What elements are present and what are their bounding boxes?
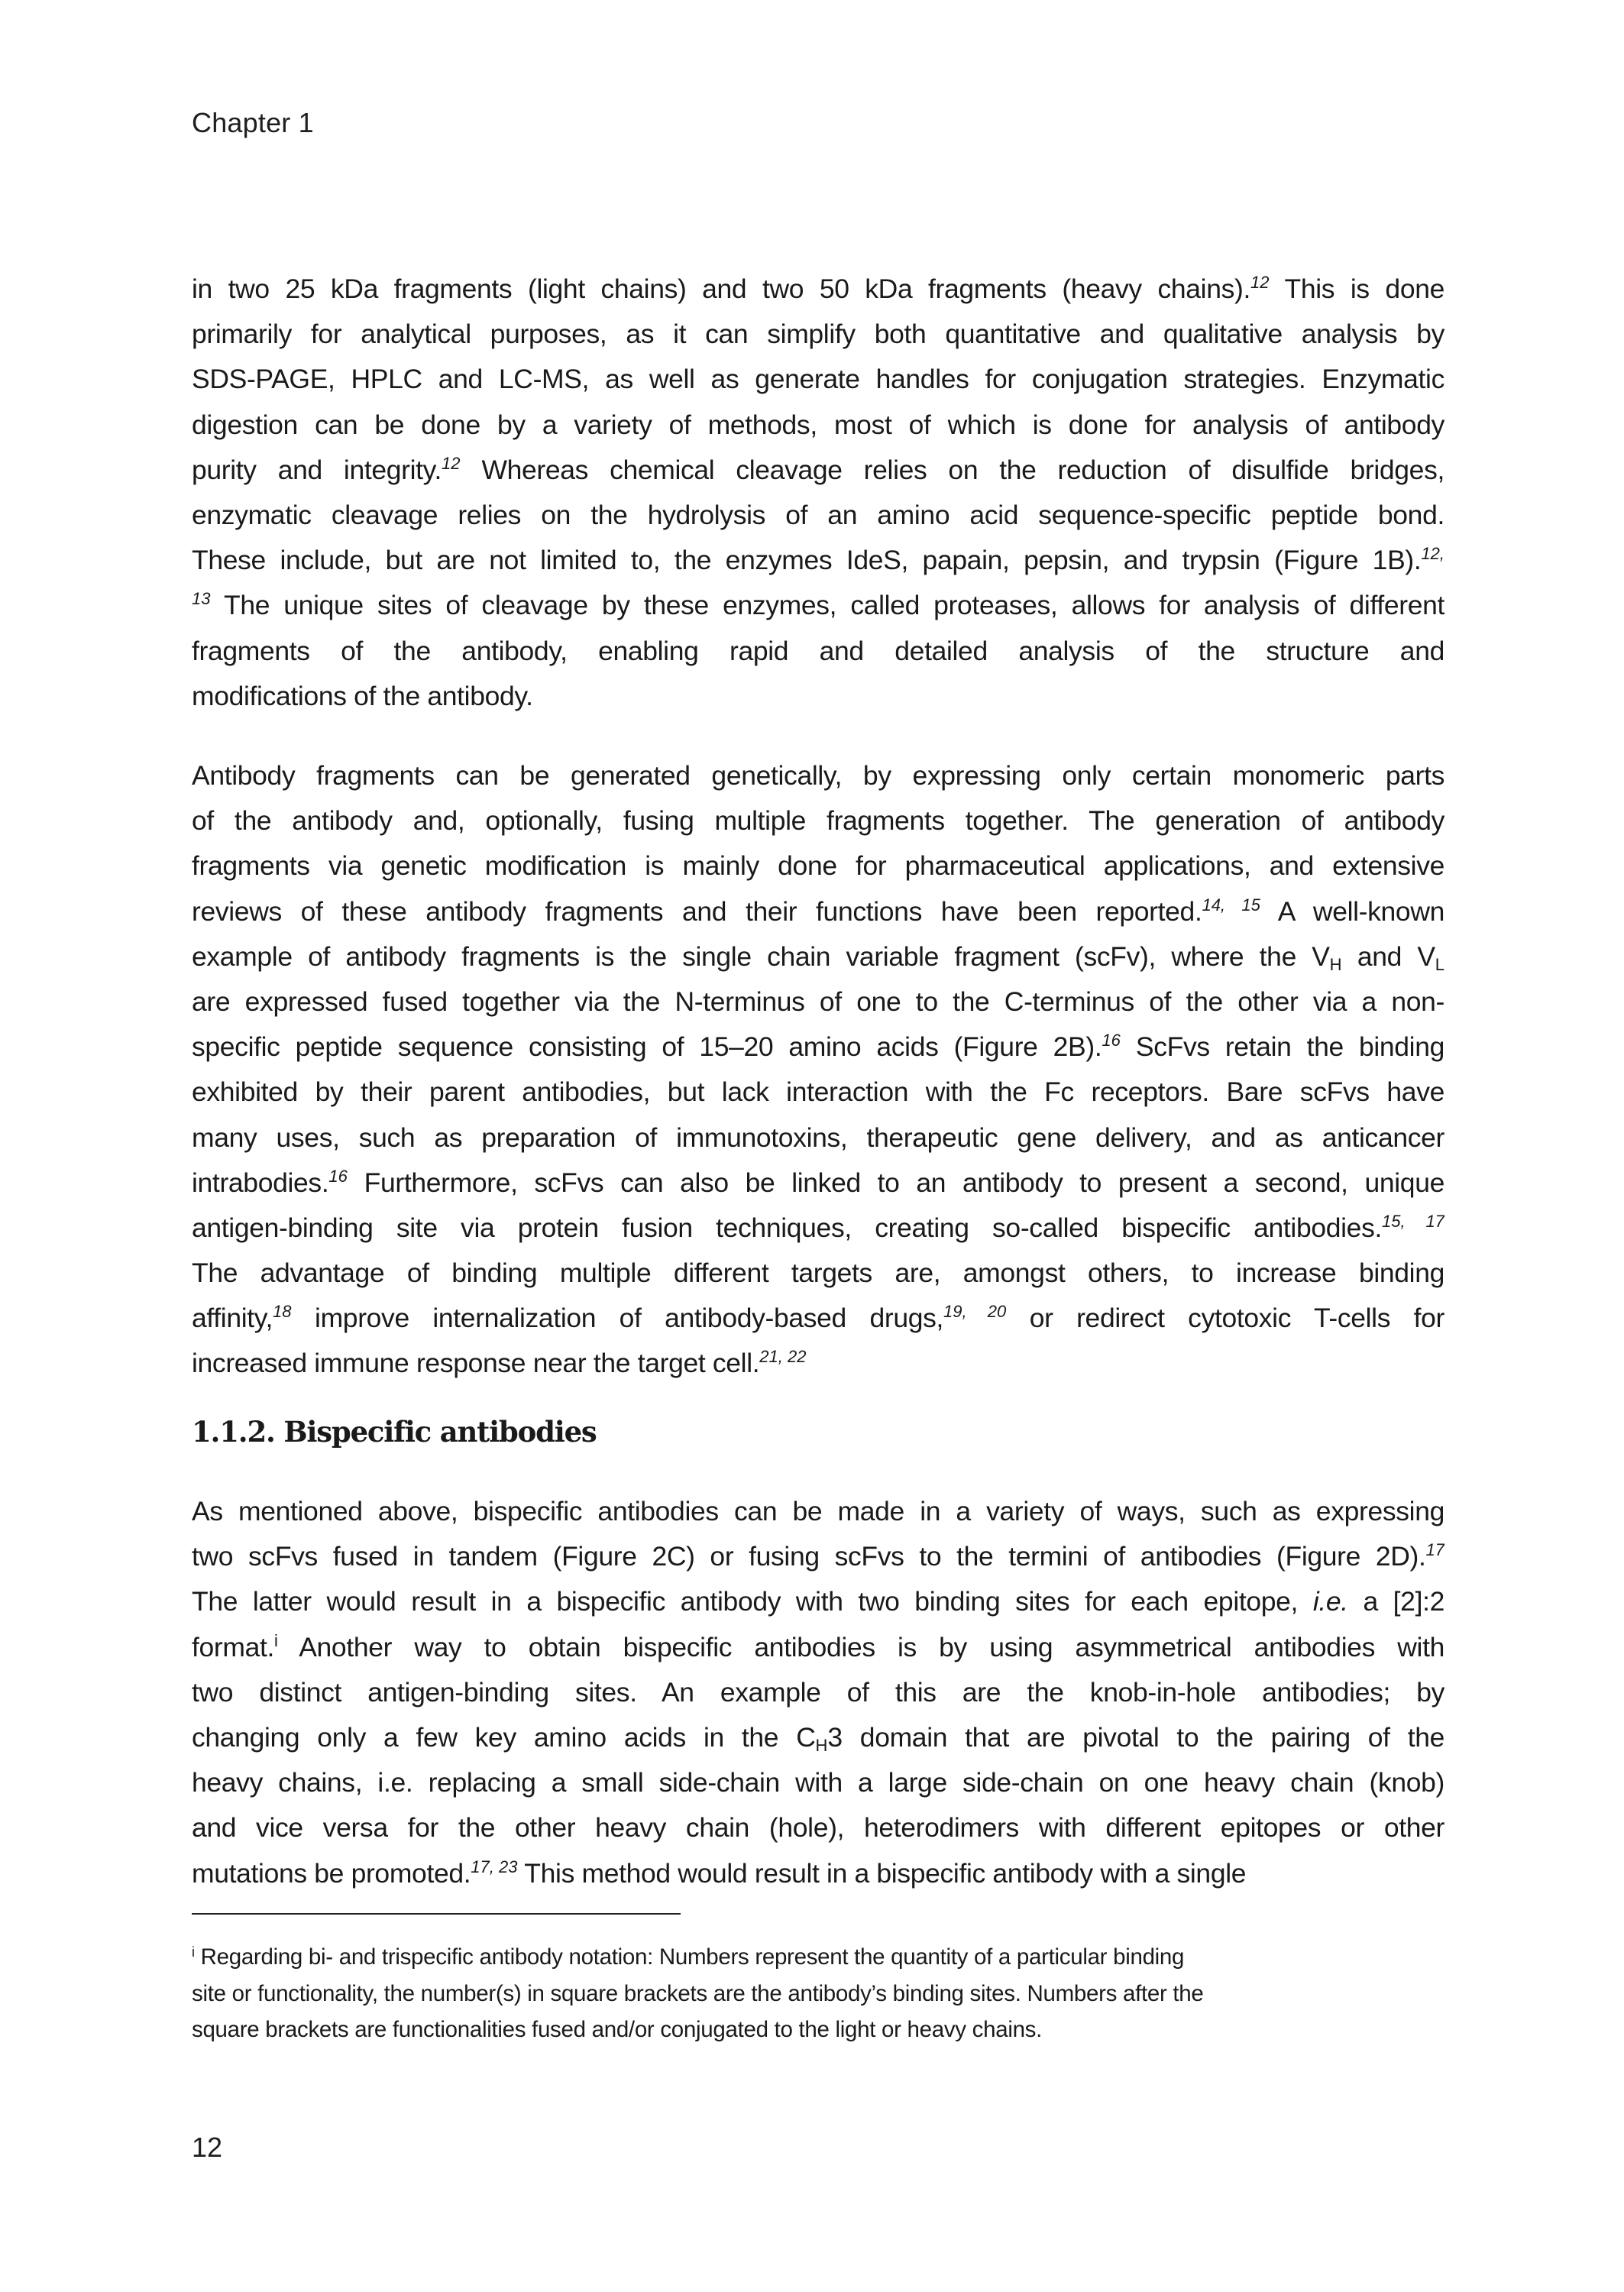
text-run: Antibody fragments can be generated genetically, by expressing only certain monomeric parts (192, 760, 1444, 791)
text-run: a [2]:2 (1347, 1586, 1444, 1617)
subscript: L (1435, 954, 1444, 974)
text-run: improve internalization of antibody-based drugs, (291, 1303, 944, 1334)
text-line (192, 312, 1444, 357)
text-run: exhibited by their parent antibodies, but lack interaction with the Fc receptors. Bare scFvs have (192, 1076, 1444, 1108)
text-line (192, 1070, 1444, 1115)
text-run: digestion can be done by a variety of methods, most of which is done for analysis of antibody (192, 409, 1444, 440)
text-run: affinity, (192, 1303, 273, 1334)
text-run: reviews of these antibody fragments and their functions have been reported. (192, 895, 1202, 927)
paragraph-3 (192, 1489, 1444, 1896)
text-line (192, 1206, 1444, 1251)
footnote-line: square brackets are functionalities fused and/or conjugated to the light or heavy chains. (192, 2017, 1043, 2042)
text-line (192, 798, 1444, 843)
text-run: The advantage of binding multiple different targets are, amongst others, to increase binding (192, 1258, 1444, 1289)
text-line (192, 674, 1444, 719)
text-line (192, 403, 1444, 448)
footnote-marker: i (192, 1944, 195, 1960)
text-line (192, 1534, 1444, 1579)
subscript: H (815, 1735, 828, 1755)
text-line (192, 889, 1444, 934)
text-line (192, 1251, 1444, 1296)
citation-ref: 17, 23 (471, 1857, 518, 1876)
text-run: example of antibody fragments is the single chain variable fragment (scFv), where the V (192, 940, 1330, 972)
text-run: changing only a few key amino acids in the C (192, 1721, 816, 1753)
text-run: As mentioned above, bispecific antibodies can be made in a variety of ways, such as expressing (192, 1496, 1444, 1526)
text-run: A well-known (1260, 895, 1444, 927)
text-run: This method would result in a bispecific antibody with a single (517, 1857, 1247, 1889)
citation-ref: 16 (1102, 1031, 1121, 1050)
paragraph-2 (192, 753, 1444, 1387)
text-line (192, 448, 1444, 493)
text-run: purity and integrity. (192, 454, 442, 485)
text-run: mutations be promoted. (192, 1857, 471, 1889)
text-run: and V (1341, 940, 1435, 972)
page-number: 12 (192, 2132, 223, 2163)
text-line (192, 1579, 1444, 1624)
text-run: primarily for analytical purposes, as it can simplify both quantitative and qualitative analysis by (192, 319, 1444, 350)
text-run: or redirect cytotoxic T-cells for (1006, 1303, 1444, 1334)
text-run: modifications of the antibody. (192, 680, 533, 711)
text-run: These include, but are not limited to, the enzymes IdeS, papain, pepsin, and trypsin (Figure 1B). (192, 545, 1422, 576)
text-run: format. (192, 1631, 275, 1662)
text-run: This is done (1269, 274, 1444, 304)
text-run: two scFvs fused in tandem (Figure 2C) or fusing scFvs to the termini of antibodies (Figure 2D). (192, 1541, 1426, 1572)
citation-ref: 21, 22 (759, 1347, 807, 1367)
footnote-divider (192, 1913, 681, 1915)
text-line (192, 538, 1444, 583)
footnote-line: site or functionality, the number(s) in square brackets are the antibody’s binding sites. Numbers after the (192, 1980, 1204, 2006)
text-line (192, 629, 1444, 674)
text-run: Another way to obtain bispecific antibodies is by using asymmetrical antibodies with (277, 1631, 1444, 1662)
text-run: and vice versa for the other heavy chain (hole), heterodimers with different epitopes or other (192, 1812, 1444, 1844)
citation-ref: 17 (1425, 1540, 1444, 1560)
text-run: Whereas chemical cleavage relies on the reduction of disulfide bridges, (460, 454, 1444, 485)
citation-ref: 15, 17 (1382, 1211, 1444, 1231)
subscript: H (1329, 954, 1342, 974)
paragraph-1 (192, 267, 1444, 719)
text-line (192, 1670, 1444, 1715)
text-line (192, 1851, 1444, 1896)
text-line (192, 979, 1444, 1025)
text-run: antigen-binding site via protein fusion techniques, creating so-called bispecific antibodies. (192, 1212, 1382, 1243)
text-run: ScFvs retain the binding (1120, 1031, 1444, 1063)
text-line (192, 1341, 1444, 1386)
text-run: two distinct antigen-binding sites. An example of this are the knob-in-hole antibodies; by (192, 1676, 1444, 1708)
text-line (192, 843, 1444, 889)
section-heading: 1.1.2. Bispecific antibodies (192, 1415, 597, 1449)
citation-ref: 19, 20 (943, 1302, 1007, 1322)
text-run: The latter would result in a bispecific antibody with two binding sites for each epitope, (192, 1586, 1313, 1617)
text-run: fragments via genetic modification is mainly done for pharmaceutical applications, and extensive (192, 850, 1444, 882)
text-run: intrabodies. (192, 1167, 329, 1198)
text-line (192, 1025, 1444, 1070)
italic-run: i.e. (1312, 1586, 1348, 1617)
text-line (192, 1489, 1444, 1534)
text-run: specific peptide sequence consisting of 15–20 amino acids (Figure 2B). (192, 1031, 1102, 1063)
text-line (192, 1760, 1444, 1805)
text-run: increased immune response near the target cell. (192, 1348, 760, 1379)
text-line (192, 1115, 1444, 1161)
text-line (192, 1161, 1444, 1206)
text-run: fragments of the antibody, enabling rapid and detailed analysis of the structure and (192, 635, 1444, 666)
footnote-ref: i (274, 1630, 278, 1650)
text-line (192, 934, 1444, 979)
text-line (192, 583, 1444, 628)
text-line (192, 1805, 1444, 1850)
citation-ref: 18 (273, 1302, 292, 1322)
text-line (192, 357, 1444, 402)
running-head: Chapter 1 (192, 107, 314, 138)
footnote-line: $^i$ Regarding bi- and trispecific antibody notation: Numbers represent the quantity of a particular binding (192, 1944, 1185, 1970)
citation-ref: 14, 15 (1202, 895, 1260, 915)
text-line (192, 753, 1444, 798)
text-line (192, 1715, 1444, 1760)
text-run: enzymatic cleavage relies on the hydrolysis of an amino acid sequence-specific peptide bond. (192, 499, 1444, 530)
citation-ref: 13 (192, 589, 211, 609)
text-line (192, 1296, 1444, 1341)
text-run: are expressed fused together via the N-terminus of one to the C-terminus of the other via a non- (192, 986, 1444, 1017)
text-line (192, 267, 1444, 312)
text-run: of the antibody and, optionally, fusing multiple fragments together. The generation of antibody (192, 805, 1444, 837)
text-line (192, 493, 1444, 538)
text-run: heavy chains, i.e. replacing a small side-chain with a large side-chain on one heavy chain (knob) (192, 1767, 1444, 1798)
text-run: many uses, such as preparation of immunotoxins, therapeutic gene delivery, and as anticancer (192, 1122, 1444, 1153)
citation-ref: 16 (328, 1166, 348, 1186)
citation-ref: 12, (1421, 544, 1444, 564)
text-run: in two 25 kDa fragments (light chains) and two 50 kDa fragments (heavy chains). (192, 274, 1250, 304)
text-run: 3 domain that are pivotal to the pairing of the (827, 1721, 1444, 1753)
footnote (192, 1939, 1429, 2048)
text-line (192, 1625, 1444, 1670)
text-run: SDS-PAGE, HPLC and LC-MS, as well as generate handles for conjugation strategies. Enzymatic (192, 364, 1444, 395)
text-run: Furthermore, scFvs can also be linked to an antibody to present a second, unique (347, 1167, 1444, 1198)
citation-ref: 12 (441, 453, 461, 473)
citation-ref: 12 (1250, 273, 1270, 292)
text-run: The unique sites of cleavage by these enzymes, called proteases, allows for analysis of different (210, 590, 1444, 621)
